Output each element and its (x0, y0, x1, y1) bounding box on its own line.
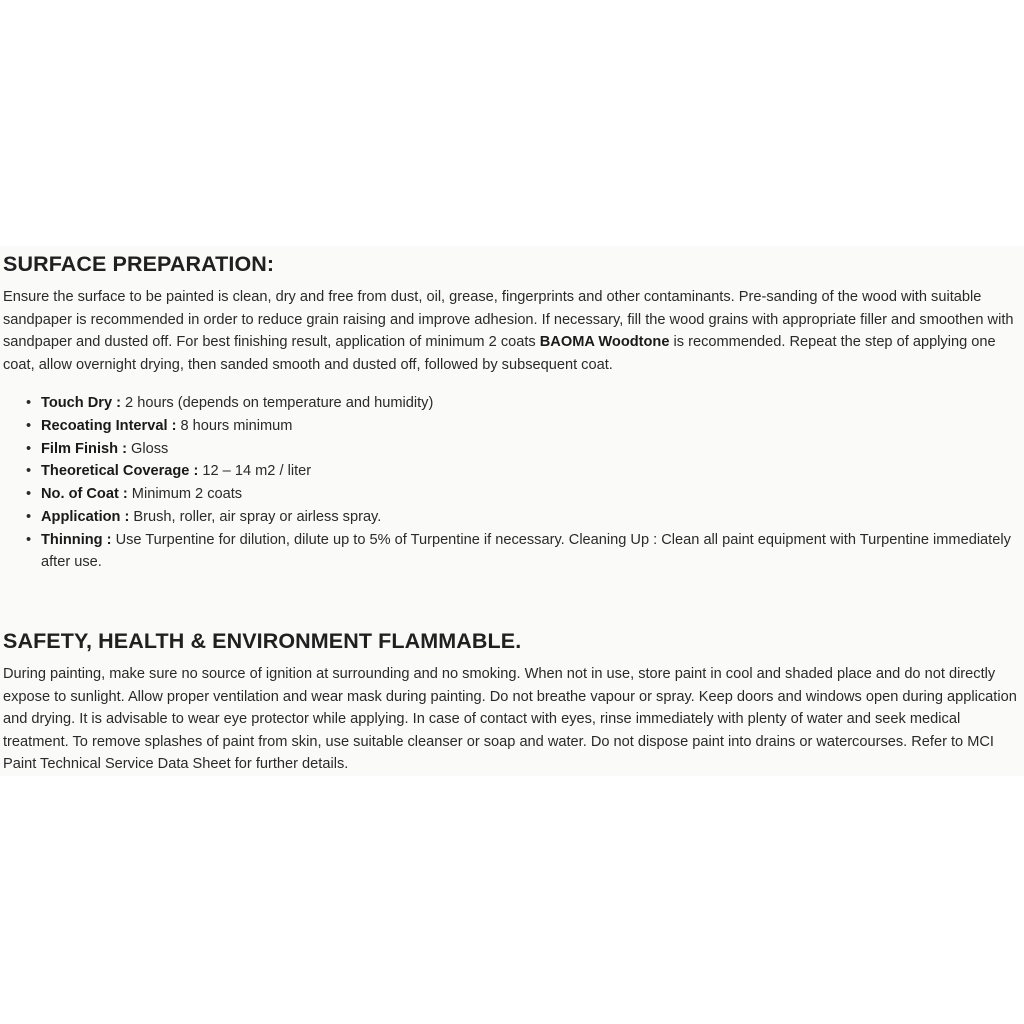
spec-value: Gloss (126, 440, 169, 457)
list-item (26, 460, 1022, 483)
bullet-icon: • (26, 395, 32, 412)
content-panel (0, 246, 1024, 776)
list-item (26, 483, 1022, 506)
surface-preparation-paragraph (3, 286, 1022, 376)
spec-value: 2 hours (depends on temperature and humidity) (121, 395, 434, 412)
spec-value: 8 hours minimum (176, 418, 293, 435)
spec-label: Thinning : (41, 531, 112, 548)
spec-value: 12 – 14 m2 / liter (198, 463, 312, 480)
spec-label: No. of Coat : (41, 486, 128, 503)
spec-value: Use Turpentine for dilution, dilute up to 5% of Turpentine if necessary. Cleaning Up : Clean all paint equipment with Turpentine immediately after use. (41, 531, 1011, 571)
list-item (26, 392, 1022, 415)
bullet-icon: • (26, 531, 32, 548)
list-item (26, 438, 1022, 461)
spec-value: Minimum 2 coats (127, 486, 243, 503)
spec-label: Film Finish : (41, 440, 127, 457)
spec-label: Application : (41, 508, 130, 525)
safety-paragraph: During painting, make sure no source of ignition at surrounding and no smoking. When not in use, store paint in cool and shaded place and do not directly expose to sunlight. Allow proper ventilation and wear mask during painting. Do not breathe vapour or spray. Keep doors and windows open during application and drying. It is advisable to wear eye protector while applying. In case of contact with eyes, rinse immediately with plenty of water and seek medical treatment. To remove splashes of paint from skin, use suitable cleanser or soap and water. Do not dispose paint into drains or watercourses. Refer to MCI Paint Technical Service Data Sheet for further details. (3, 666, 1017, 773)
bullet-icon: • (26, 486, 32, 503)
list-item (26, 415, 1022, 438)
spec-label: Recoating Interval : (41, 418, 177, 435)
surface-preparation-text-1: Ensure the surface to be painted is clean, dry and free from dust, oil, grease, fingerprints and other contaminants. Pre-sanding of the wood with suitable sandpaper is recommended in order to reduce grain raising and improve adhesion. If necessary, fill the wood grains with appropriate filler and smoothen with sandpaper and dusted off. For best finishing result, application of minimum 2 coats (3, 289, 1014, 351)
spec-label: Theoretical Coverage : (41, 463, 199, 480)
spec-list (3, 392, 1022, 574)
list-item (26, 529, 1022, 574)
bullet-icon: • (26, 508, 32, 525)
product-name: BAOMA Woodtone (539, 334, 670, 351)
safety-heading: SAFETY, HEALTH & ENVIRONMENT FLAMMABLE. (3, 629, 522, 653)
surface-preparation-heading: SURFACE PREPARATION: (3, 252, 275, 276)
surface-preparation-text-2: is recommended. Repeat the step of applying one coat, allow overnight drying, then sanded smooth and dusted off, followed by subsequent coat. (3, 334, 996, 373)
bullet-icon: • (26, 418, 32, 435)
list-item (26, 506, 1022, 529)
bullet-icon: • (26, 440, 32, 457)
spec-value: Brush, roller, air spray or airless spray. (129, 508, 382, 525)
spec-label: Touch Dry : (41, 395, 121, 412)
bullet-icon: • (26, 463, 32, 480)
